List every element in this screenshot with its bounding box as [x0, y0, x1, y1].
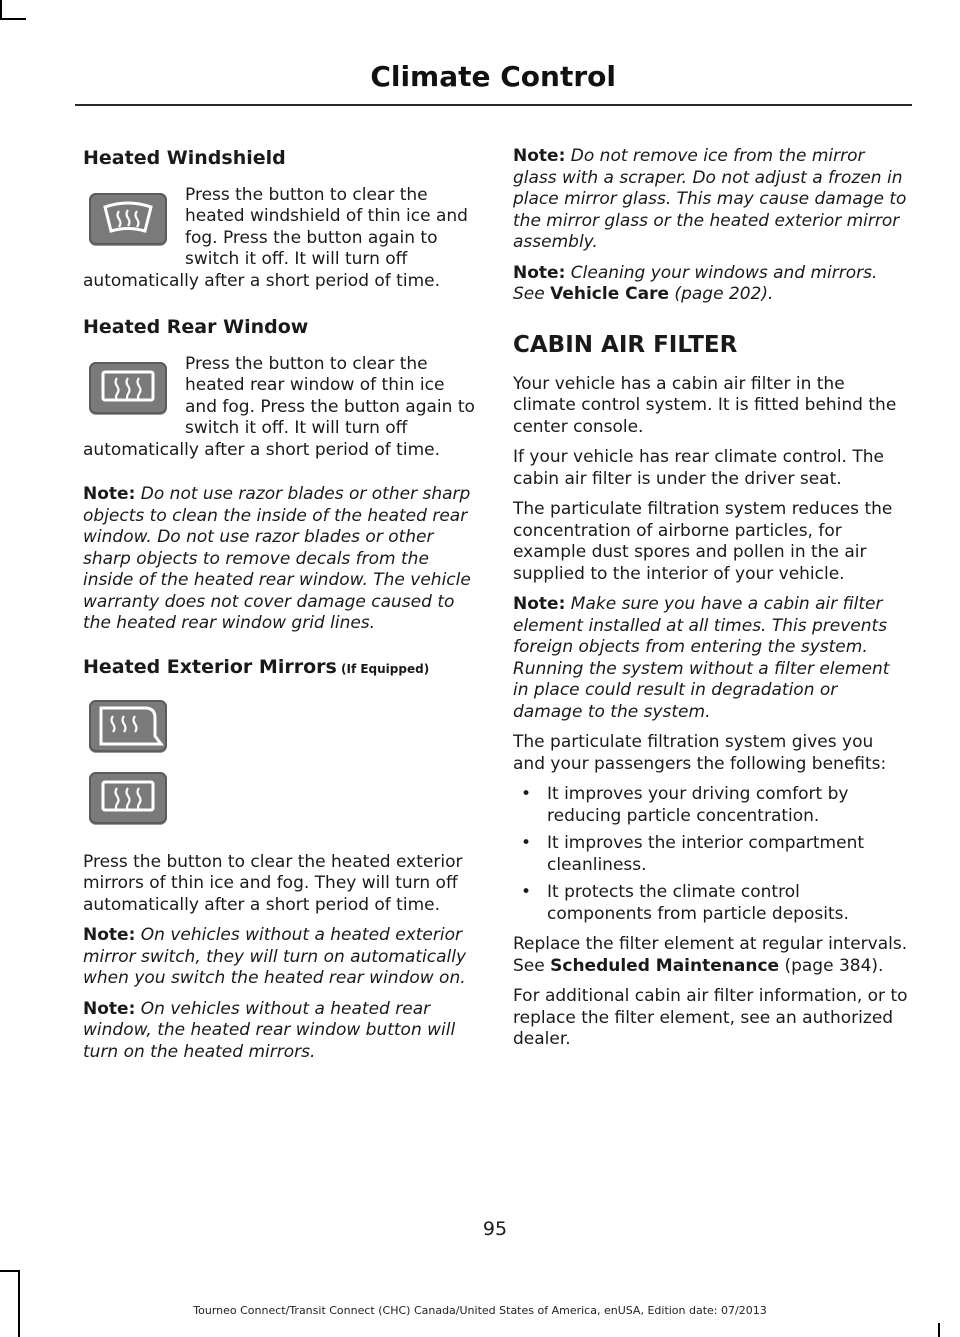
mirrors-note-1 — [83, 925, 475, 990]
edition-footer: Tourneo Connect/Transit Connect (CHC) Canada/United States of America, enUSA, Edition date: 07/2013 — [193, 1304, 767, 1317]
heated-mirrors-icons — [83, 700, 475, 824]
note-label: Note: — [83, 998, 136, 1019]
note-label: Note: — [513, 146, 566, 166]
header-rule — [75, 104, 912, 106]
heated-windshield-text: Press the button to clear the heated windshield of thin ice and fog. Press the button again to switch it off. It will turn off automatically after a short period of time. — [83, 184, 468, 291]
benefits-list — [513, 784, 908, 925]
cabin-paragraph: If your vehicle has rear climate control. The cabin air filter is under the driver seat. — [513, 447, 884, 489]
heated-rear-window-icon — [89, 772, 167, 824]
heated-rear-window-icon — [89, 362, 167, 414]
note-label: Note: — [513, 594, 566, 614]
cabin-filter-note — [513, 594, 908, 723]
crop-mark — [938, 1323, 940, 1337]
heated-windshield-heading: Heated Windshield — [83, 147, 286, 169]
rear-window-note — [83, 484, 475, 635]
paragraph-text: (page 384). — [779, 955, 884, 976]
heated-mirrors-text: Press the button to clear the heated exterior mirrors of thin ice and fog. They will turn off automatically after a short period of time. — [83, 851, 463, 915]
note-text: Do not remove ice from the mirror glass with a scraper. Do not adjust a frozen in place mirror glass. This may cause damage to the mirror glass or the heated exterior mirror assembly. — [513, 146, 907, 252]
heated-rear-window-heading: Heated Rear Window — [83, 316, 309, 339]
heated-mirror-icon — [89, 700, 167, 752]
cabin-paragraph: For additional cabin air filter information, or to replace the filter element, see an authorized dealer. — [513, 986, 908, 1049]
crop-mark — [0, 0, 2, 20]
note-text: Cleaning your windows and mirrors. See — [513, 262, 878, 304]
if-equipped-label: (If Equipped) — [336, 661, 430, 676]
cabin-paragraph: The particulate filtration system reduces the concentration of airborne particles, for example dust spores and pollen in the air supplied to the interior of your vehicle. — [513, 499, 893, 584]
cabin-air-filter-heading: CABIN AIR FILTER — [513, 331, 738, 358]
page-number: 95 — [482, 1218, 508, 1240]
heated-rear-window-block — [83, 354, 475, 471]
heated-windshield-block — [83, 185, 475, 302]
mirror-ice-note — [513, 146, 908, 254]
scheduled-maintenance-link[interactable]: Scheduled Maintenance — [550, 955, 780, 976]
note-text: On vehicles without a heated rear window, the heated rear window button will turn on the heated mirrors. — [83, 998, 456, 1062]
note-text: Make sure you have a cabin air filter element installed at all times. This prevents foreign objects from entering the system. Running the system without a filter element in place could result in degradation or damage to the system. — [513, 594, 890, 722]
note-label: Note: — [513, 262, 566, 283]
page-section-title: Climate Control — [370, 60, 616, 93]
list-item: • It improves your driving comfort by reducing particle concentration. — [513, 784, 908, 827]
list-item: • It improves the interior compartment cleanliness. — [513, 833, 908, 876]
crop-mark — [0, 1270, 20, 1272]
list-item: • It protects the climate control components from particle deposits. — [513, 882, 908, 925]
left-column — [83, 146, 475, 1072]
mirrors-note-2 — [83, 999, 475, 1064]
vehicle-care-link[interactable]: Vehicle Care — [550, 284, 670, 304]
cabin-paragraph: The particulate filtration system gives you and your passengers the following benefits: — [513, 732, 887, 774]
heated-rear-window-text: Press the button to clear the heated rear window of thin ice and fog. Press the button again to switch it off. It will turn off automatically after a short period of time. — [83, 353, 475, 460]
replace-filter-paragraph — [513, 934, 908, 977]
note-text: (page 202). — [669, 284, 774, 304]
note-label: Note: — [83, 484, 136, 505]
cleaning-note — [513, 263, 908, 306]
paragraph-text: Replace the filter element at regular intervals. See — [513, 934, 908, 976]
note-text: Do not use razor blades or other sharp objects to clean the inside of the heated rear window. Do not use razor blades or other sharp objects to remove decals from the inside of the heated rear window. The vehicle warranty does not cover damage caused to the heated rear window grid lines. — [83, 484, 471, 634]
note-text: On vehicles without a heated exterior mirror switch, they will turn on automatically when you switch the heated rear window on. — [83, 925, 467, 989]
right-column — [513, 146, 908, 1060]
cabin-paragraph: Your vehicle has a cabin air filter in the climate control system. It is fitted behind the center console. — [513, 373, 897, 437]
heated-mirrors-heading-text: Heated Exterior Mirrors — [83, 655, 337, 678]
crop-mark — [0, 18, 26, 20]
heated-windshield-icon — [89, 193, 167, 245]
note-label: Note: — [83, 925, 136, 946]
heated-mirrors-heading — [83, 655, 475, 680]
